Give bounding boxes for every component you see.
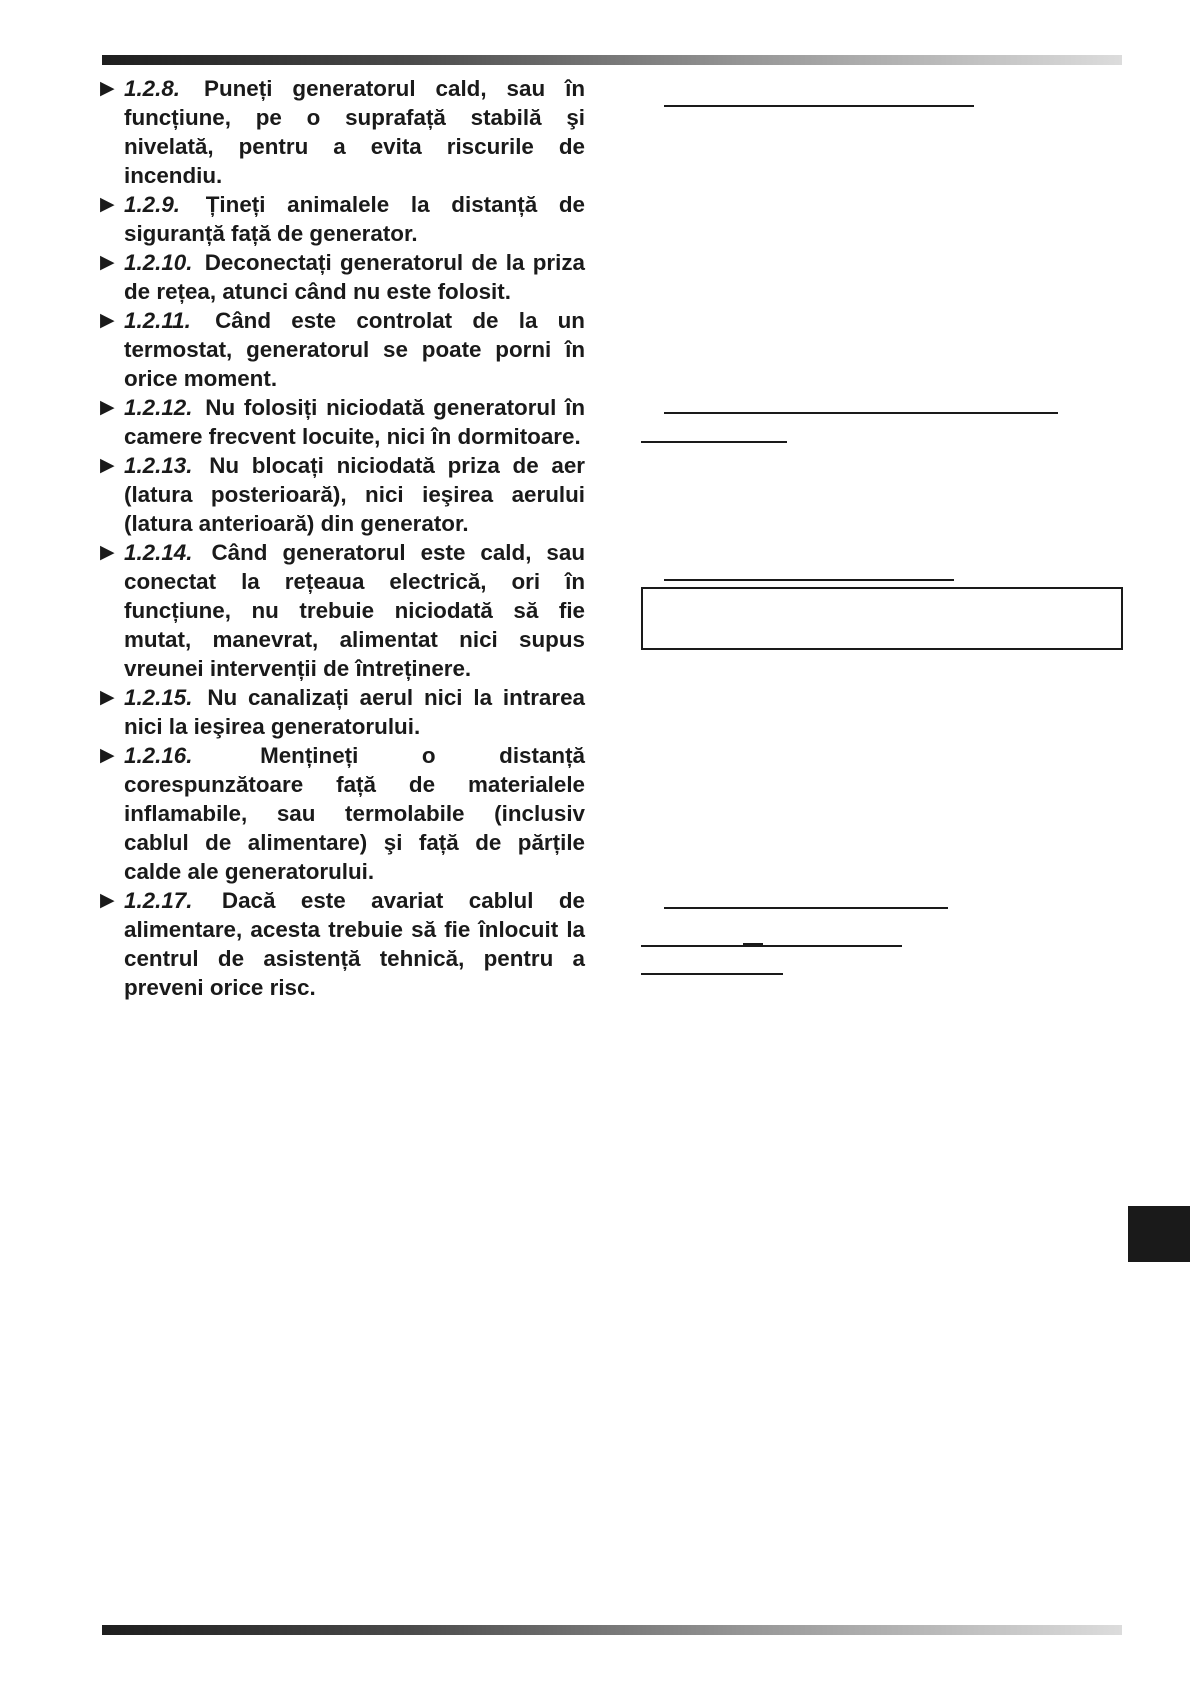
underline-rule: [664, 412, 941, 414]
item-number: 1.2.14.: [124, 540, 193, 565]
bullet-arrow-icon: ▶: [100, 310, 115, 331]
underline-rule: [641, 441, 787, 443]
list-item: [100, 306, 585, 393]
underline-rule: [941, 412, 1058, 414]
item-text: Când generatorul este cald, sau conectat la rețeaua electrică, ori în funcțiune, nu trebuie niciodată să fie mutat, manevrat, alimentat nici supus vreunei intervenții de întreținere.: [124, 540, 585, 681]
bullet-arrow-icon: ▶: [100, 745, 115, 766]
bullet-arrow-icon: ▶: [100, 397, 115, 418]
underline-rule: [664, 907, 948, 909]
item-text: Nu folosiți niciodată generatorul în camere frecvent locuite, nici în dormitoare.: [124, 395, 585, 449]
item-text: Nu canalizați aerul nici la intrarea nici la ieşirea generatorului.: [124, 685, 585, 739]
bottom-rule: [102, 1625, 1122, 1635]
item-number: 1.2.11.: [124, 308, 191, 333]
underline-rule: [664, 579, 954, 581]
list-item: [100, 190, 585, 248]
underline-rule: [641, 973, 783, 975]
section-side-tab: [1128, 1206, 1190, 1262]
bullet-arrow-icon: ▶: [100, 890, 115, 911]
item-text: Nu blocați niciodată priza de aer (latura posterioară), nici ieşirea aerului (latura anterioară) din generator.: [124, 453, 585, 536]
underline-rule: [664, 105, 974, 107]
item-text: Deconectați generatorul de la priza de rețea, atunci când nu este folosit.: [124, 250, 585, 304]
item-text: Dacă este avariat cablul de alimentare, acesta trebuie să fie înlocuit la centrul de asistență tehnică, pentru a preveni orice risc.: [124, 888, 585, 1000]
item-text: Mențineți o distanță corespunzătoare față de materialele inflamabile, sau termolabile (inclusiv cablul de alimentare) şi față de părțile calde ale generatorului.: [124, 743, 585, 884]
list-item: [100, 248, 585, 306]
list-item: [100, 741, 585, 886]
bullet-arrow-icon: ▶: [100, 687, 115, 708]
item-number: 1.2.10.: [124, 250, 193, 275]
item-number: 1.2.15.: [124, 685, 193, 710]
list-item: [100, 74, 585, 190]
underline-rule: [743, 943, 763, 945]
item-number: 1.2.8.: [124, 76, 181, 101]
item-text: Puneți generatorul cald, sau în funcțiune, pe o suprafață stabilă şi nivelată, pentru a evita riscurile de incendiu.: [124, 76, 585, 188]
item-text: Țineți animalele la distanță de siguranță față de generator.: [124, 192, 585, 246]
bullet-arrow-icon: ▶: [100, 78, 115, 99]
bullet-arrow-icon: ▶: [100, 542, 115, 563]
bullet-arrow-icon: ▶: [100, 194, 115, 215]
item-number: 1.2.17.: [124, 888, 193, 913]
safety-instructions-list: [100, 74, 585, 1002]
list-item: [100, 393, 585, 451]
item-number: 1.2.13.: [124, 453, 193, 478]
underline-rule: [641, 945, 902, 947]
item-number: 1.2.9.: [124, 192, 181, 217]
item-text: Când este controlat de la un termostat, generatorul se poate porni în orice moment.: [124, 308, 585, 391]
empty-frame: [641, 587, 1123, 650]
list-item: [100, 451, 585, 538]
list-item: [100, 886, 585, 1002]
list-item: [100, 538, 585, 683]
item-number: 1.2.16.: [124, 743, 193, 768]
top-rule: [102, 55, 1122, 65]
item-number: 1.2.12.: [124, 395, 193, 420]
bullet-arrow-icon: ▶: [100, 252, 115, 273]
list-item: [100, 683, 585, 741]
bullet-arrow-icon: ▶: [100, 455, 115, 476]
